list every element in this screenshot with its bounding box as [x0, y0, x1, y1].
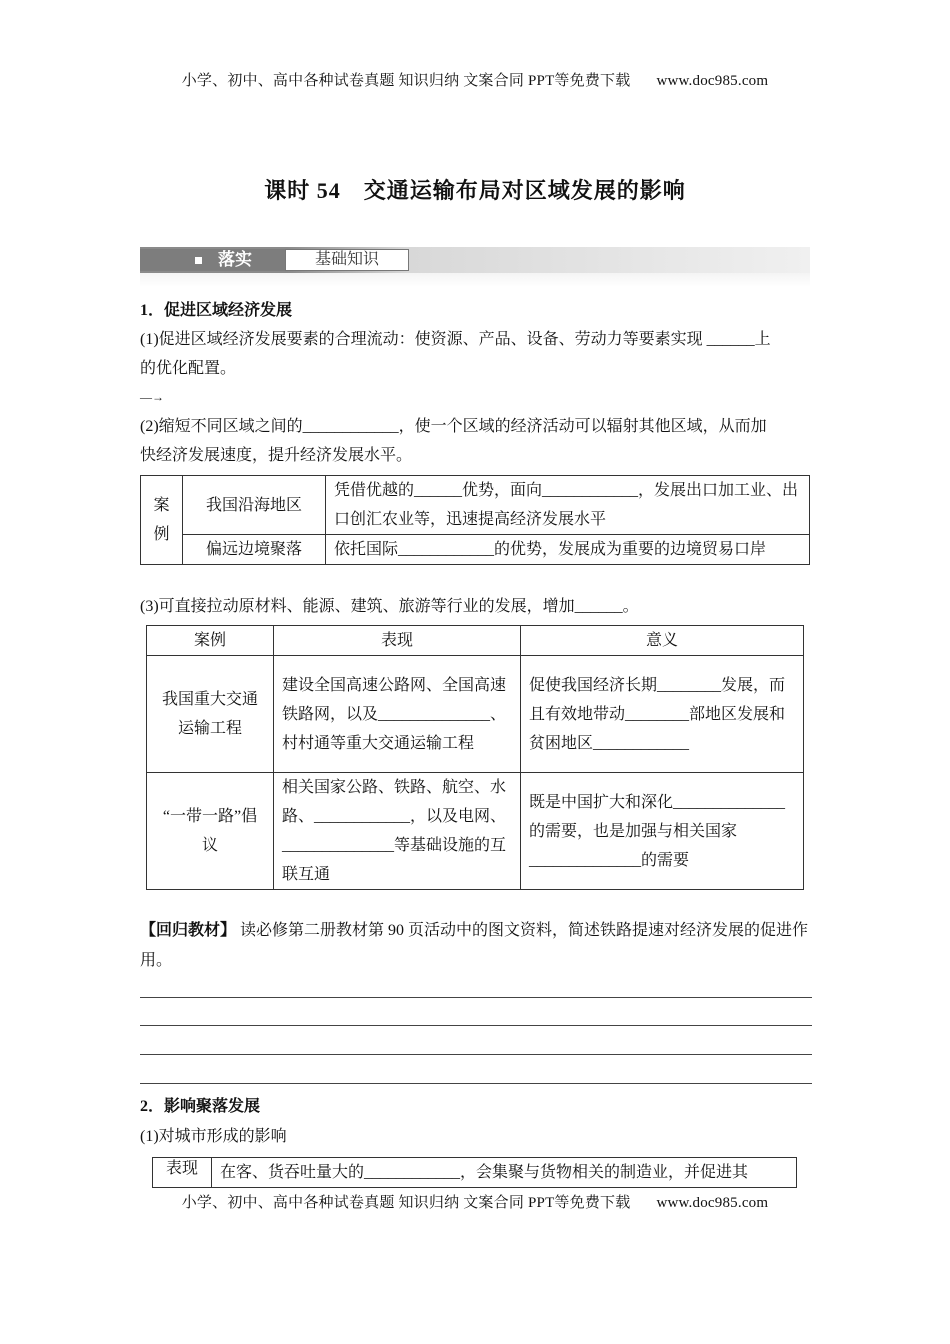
section1-heading: 1．促进区域经济发展: [140, 302, 293, 319]
performance-text: 在客、货吞吐量大的____________，会集聚与货物相关的制造业，并促进其: [212, 1158, 797, 1188]
banner-dark-label: 落实: [218, 250, 252, 269]
header-url: www.doc985.com: [656, 73, 769, 89]
paragraph-1-line1: (1)促进区域经济发展要素的合理流动：使资源、产品、设备、劳动力等要素实现 ______上: [140, 331, 771, 348]
case-table-2: [146, 625, 804, 890]
page-header: [0, 69, 950, 90]
performance-table: [152, 1157, 797, 1188]
case-name: 偏远边境聚落: [183, 535, 326, 565]
section2-heading: 2．影响聚落发展: [140, 1098, 261, 1115]
case-table-1: [140, 475, 810, 565]
performance-label: 表现: [153, 1158, 212, 1188]
paragraph-2-line1: (2)缩短不同区域之间的____________，使一个区域的经济活动可以辐射其他区域，从而加: [140, 418, 767, 435]
paragraph-3: (3)可直接拉动原材料、能源、建筑、旅游等行业的发展，增加______。: [140, 598, 639, 615]
square-bullet-icon: [195, 257, 202, 264]
case-label: 案例: [141, 476, 183, 565]
col-header-meaning: 意义: [521, 626, 804, 656]
answer-line[interactable]: [140, 1083, 812, 1084]
performance-cell: 建设全国高速公路网、全国高速铁路网，以及______________、 村村通等重大交通运输工程: [274, 656, 521, 773]
paragraph-1-line2: 的优化配置。: [140, 360, 237, 377]
meaning-cell: 既是中国扩大和深化______________的需要，也是加强与相关国家______________的需要: [521, 773, 804, 890]
review-text: 读必修第二册教材第 90 页活动中的图文资料，简述铁路提速对经济发展的促进作用。: [140, 922, 809, 969]
case-cell: “一带一路”倡议: [147, 773, 274, 890]
section-banner: [140, 247, 810, 287]
page-title: 课时 54 交通运输布局对区域发展的影响: [264, 178, 686, 203]
table-row: [141, 476, 810, 535]
answer-line[interactable]: [140, 997, 812, 998]
answer-line[interactable]: [140, 1054, 812, 1055]
col-header-performance: 表现: [274, 626, 521, 656]
table-row: [147, 656, 804, 773]
banner-light-tab: 基础知识: [285, 249, 409, 271]
table-row: [147, 773, 804, 890]
answer-line[interactable]: [140, 1025, 812, 1026]
review-prompt: [140, 916, 812, 976]
case-cell: 我国重大交通运输工程: [147, 656, 274, 773]
case-desc: 凭借优越的______优势，面向____________，发展出口加工业、出口创汇农业等，迅速提高经济发展水平: [326, 476, 810, 535]
table-row: [141, 535, 810, 565]
section2-paragraph-1: (1)对城市形成的影响: [140, 1128, 287, 1145]
header-text: 小学、初中、高中各种试卷真题 知识归纳 文案合同 PPT等免费下载: [181, 73, 631, 89]
table-header-row: [147, 626, 804, 656]
performance-cell: 相关国家公路、铁路、航空、水路、____________，以及电网、______________等基础设施的互联互通: [274, 773, 521, 890]
footer-url: www.doc985.com: [656, 1195, 769, 1211]
page-footer: [0, 1191, 950, 1212]
review-label: 【回归教材】: [140, 922, 237, 939]
paragraph-2-line2: 快经济发展速度，提升经济发展水平。: [140, 447, 413, 464]
footer-text: 小学、初中、高中各种试卷真题 知识归纳 文案合同 PPT等免费下载: [181, 1195, 631, 1211]
banner-dark-tab: [140, 249, 285, 271]
table-row: [153, 1158, 797, 1188]
arrow-icon: —→: [140, 390, 164, 404]
meaning-cell: 促使我国经济长期________发展，而且有效地带动________部地区发展和贫困地区____________: [521, 656, 804, 773]
case-name: 我国沿海地区: [183, 476, 326, 535]
case-desc: 依托国际____________的优势，发展成为重要的边境贸易口岸: [326, 535, 810, 565]
col-header-case: 案例: [147, 626, 274, 656]
